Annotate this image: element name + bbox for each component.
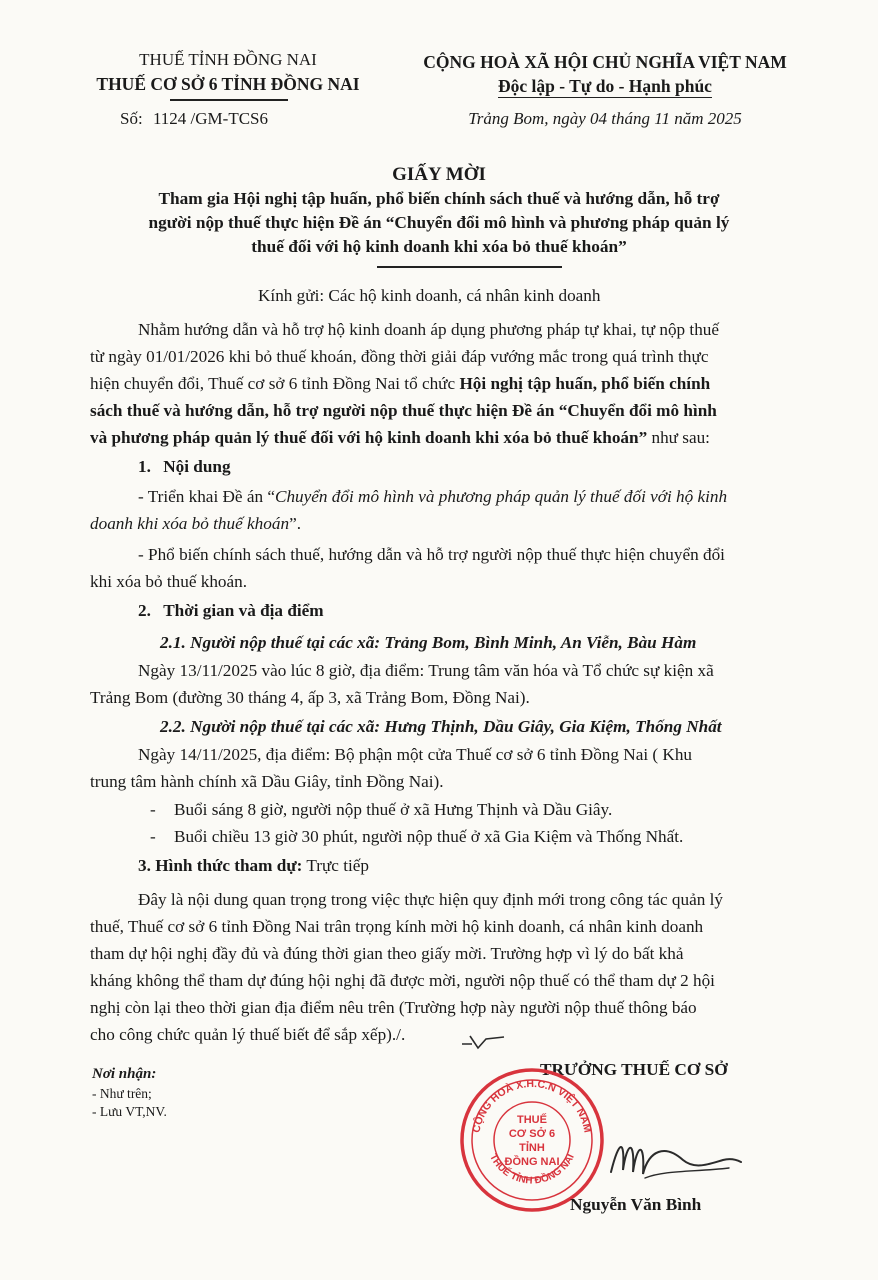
closing-line-5: nghị còn lại theo thời gian địa điểm nêu trên (Trường hợp này người nộp thuế thông báo: [90, 998, 697, 1017]
closing-line-1: Đây là nội dung quan trọng trong việc thực hiện quy định mới trong công tác quản lý: [138, 890, 723, 909]
agency-top: THUẾ TỈNH ĐỒNG NAI: [139, 50, 317, 69]
section-3: 3. Hình thức tham dự: Trực tiếp: [138, 856, 369, 875]
nation-title: CỘNG HOÀ XÃ HỘI CHỦ NGHĨA VIỆT NAM: [423, 52, 787, 72]
section-2-2-title: 2.2. Người nộp thuế tại các xã: Hưng Thịnh, Dầu Giây, Gia Kiệm, Thống Nhất: [160, 717, 722, 736]
section-2-2-line-2: trung tâm hành chính xã Dầu Giây, tỉnh Đồng Nai).: [90, 772, 444, 791]
intro-line-5: và phương pháp quản lý thuế đối với hộ kinh doanh khi xóa bỏ thuế khoán” như sau:: [90, 428, 710, 447]
section-1-bullet-2-cont: khi xóa bỏ thuế khoán.: [90, 572, 248, 591]
agency-underline: [170, 99, 288, 101]
recipients-label: Nơi nhận:: [92, 1066, 157, 1082]
motto: Độc lập - Tự do - Hạnh phúc: [498, 76, 712, 96]
title-sub-1: Tham gia Hội nghị tập huấn, phổ biến chính sách thuế và hướng dẫn, hỗ trợ: [158, 189, 720, 208]
section-1-heading: 1. Nội dung: [138, 457, 231, 476]
initial-mark: [458, 1030, 508, 1052]
section-1-bullet-1: - Triển khai Đề án “Chuyển đổi mô hình và phương pháp quản lý thuế đối với hộ kinh: [138, 487, 728, 506]
closing-line-6: cho công chức quản lý thuế biết để sắp xếp)./.: [90, 1025, 406, 1044]
intro-line-3: hiện chuyển đổi, Thuế cơ sở 6 tỉnh Đồng Nai tổ chức Hội nghị tập huấn, phổ biến chính: [90, 374, 711, 393]
title-sub-3: thuế đối với hộ kinh doanh khi xóa bỏ thuế khoán”: [251, 237, 627, 256]
doc-title: GIẤY MỜI: [392, 164, 486, 185]
recipient: Kính gửi: Các hộ kinh doanh, cá nhân kinh doanh: [258, 286, 601, 305]
section-2-1-line-1: Ngày 13/11/2025 vào lúc 8 giờ, địa điểm: Trung tâm văn hóa và Tổ chức sự kiện xã: [138, 661, 714, 680]
intro-line-1: Nhằm hướng dẫn và hỗ trợ hộ kinh doanh áp dụng phương pháp tự khai, tự nộp thuế: [138, 320, 720, 339]
stamp-ring-text: CỘNG HOÀ X.H.C.N VIỆT NAM: [470, 1077, 594, 1134]
doc-number-value: 1124 /GM-TCS6: [152, 109, 269, 128]
section-2-dash-1: - Buổi sáng 8 giờ, người nộp thuế ở xã Hưng Thịnh và Dầu Giây.: [150, 800, 613, 819]
title-sub-2: người nộp thuế thực hiện Đề án “Chuyển đổi mô hình và phương pháp quản lý: [148, 213, 730, 232]
agency-main: THUẾ CƠ SỞ 6 TỈNH ĐỒNG NAI: [96, 74, 360, 94]
stamp-center-3: TỈNH: [519, 1142, 545, 1154]
section-2-2-line-1: Ngày 14/11/2025, địa điểm: Bộ phận một cửa Thuế cơ sở 6 tỉnh Đồng Nai ( Khu: [138, 745, 693, 764]
section-1-bullet-2: - Phổ biến chính sách thuế, hướng dẫn và hỗ trợ người nộp thuế thực hiện chuyển đổi: [138, 545, 725, 564]
section-2-heading: 2. Thời gian và địa điểm: [138, 601, 324, 620]
stamp-center-4: ĐỒNG NAI: [504, 1156, 560, 1168]
closing-line-3: tham dự hội nghị đầy đủ và đúng thời gian theo giấy mời. Trường hợp vì lý do bất khả: [90, 944, 684, 963]
section-1-bullet-1-cont: doanh khi xóa bỏ thuế khoán”.: [90, 514, 301, 533]
section-2-dash-2: - Buổi chiều 13 giờ 30 phút, người nộp thuế ở xã Gia Kiệm và Thống Nhất.: [150, 827, 684, 846]
closing-line-2: thuế, Thuế cơ sở 6 tỉnh Đồng Nai trân trọng kính mời hộ kinh doanh, cá nhân kinh doanh: [90, 917, 704, 936]
section-2-1-line-2: Trảng Bom (đường 30 tháng 4, ấp 3, xã Trảng Bom, Đồng Nai).: [90, 688, 530, 707]
intro-line-4: sách thuế và hướng dẫn, hỗ trợ người nộp thuế thực hiện Đề án “Chuyển đổi mô hình: [90, 401, 717, 420]
stamp-center-1: THUẾ: [517, 1114, 547, 1126]
signer-position: TRƯỞNG THUẾ CƠ SỞ: [540, 1060, 728, 1079]
recipients-item-2: - Lưu VT,NV.: [92, 1104, 167, 1119]
intro-line-2: từ ngày 01/01/2026 khi bỏ thuế khoán, đồng thời giải đáp vướng mắc trong quá trình thực: [90, 347, 709, 366]
signer-name: Nguyễn Văn Bình: [570, 1195, 702, 1214]
stamp-bottom-text: THUẾ TỈNH ĐỒNG NAI: [487, 1152, 577, 1187]
doc-number: [120, 109, 268, 129]
section-2-1-title: 2.1. Người nộp thuế tại các xã: Trảng Bom, Bình Minh, An Viễn, Bàu Hàm: [160, 633, 697, 652]
closing-line-4: kháng không thể tham dự đúng hội nghị đã được mời, người nộp thuế có thể tham dự 2 hội: [90, 971, 715, 990]
recipients-item-1: - Như trên;: [92, 1086, 152, 1101]
stamp-center-2: CƠ SỞ 6: [508, 1128, 556, 1140]
date-line: Trảng Bom, ngày 04 tháng 11 năm 2025: [468, 109, 742, 128]
official-stamp: [457, 1065, 607, 1215]
handwritten-signature: [605, 1120, 745, 1200]
doc-number-label: Số:: [120, 109, 143, 128]
title-underline: [377, 266, 562, 268]
